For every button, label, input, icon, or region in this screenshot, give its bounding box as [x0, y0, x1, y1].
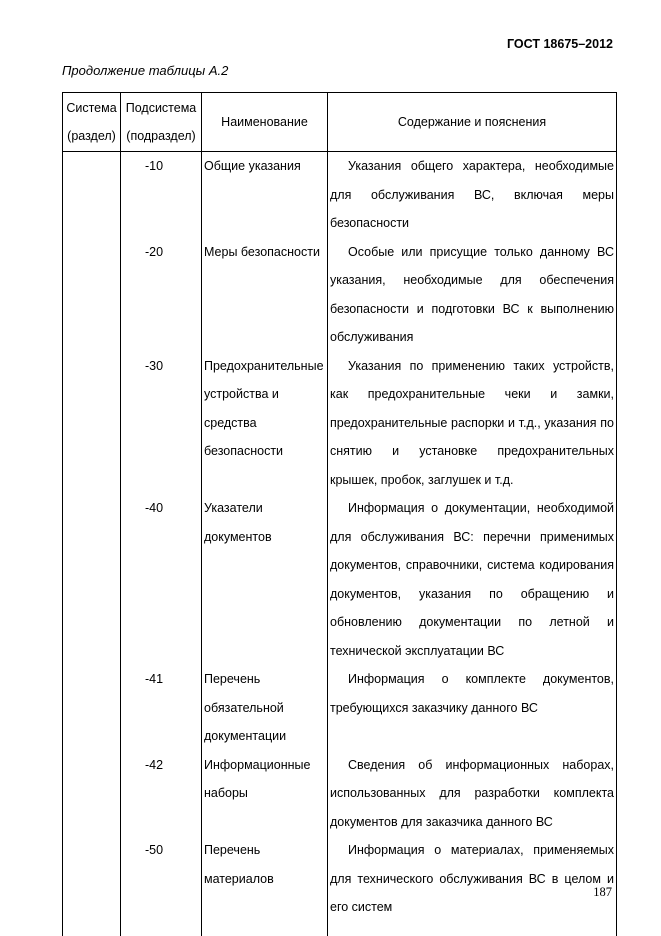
header-subsystem: [121, 93, 202, 152]
cell-name: Перечень материалов: [202, 836, 328, 936]
table-header-row: [63, 93, 617, 152]
header-name: Наименование: [202, 93, 328, 152]
header-system: [63, 93, 121, 152]
cell-description: [328, 152, 617, 238]
header-subsystem-line1: Подсистема: [125, 100, 197, 115]
description-text: Особые или присущие только данному ВС указания, необходимые для обеспечения безопасности и подготовки ВС к выполнению обслуживания: [330, 244, 614, 344]
cell-system: [63, 751, 121, 837]
table-row: [63, 665, 617, 751]
table-row: [63, 751, 617, 837]
table-row: [63, 352, 617, 495]
header-subsystem-line2: (подраздел): [126, 129, 196, 143]
cell-name: Перечень обязательной документации: [202, 665, 328, 751]
cell-name: Указатели документов: [202, 494, 328, 665]
table-row: [63, 836, 617, 936]
cell-name: Общие указания: [202, 152, 328, 238]
cell-description: [328, 665, 617, 751]
description-text: Указания общего характера, необходимые для обслуживания ВС, включая меры безопасности: [330, 159, 614, 230]
cell-name: Информационные наборы: [202, 751, 328, 837]
page-number: 187: [593, 885, 612, 899]
table-row: [63, 238, 617, 352]
cell-system: [63, 665, 121, 751]
table-row: [63, 494, 617, 665]
cell-description: [328, 836, 617, 936]
standard-number: ГОСТ 18675–2012: [507, 37, 613, 51]
table-body: [63, 152, 617, 936]
cell-description: [328, 238, 617, 352]
description-text: Информация о документации, необходимой для обслуживания ВС: перечни применимых документов, справочники, система кодирования документов, указания по обращению и обновлению документации по летной и технической эксплуатации ВС: [330, 501, 614, 658]
cell-description: [328, 751, 617, 837]
specification-table: [62, 92, 617, 936]
cell-description: [328, 352, 617, 495]
table-caption: Продолжение таблицы А.2: [62, 63, 229, 78]
cell-system: [63, 352, 121, 495]
header-content: Содержание и пояснения: [328, 93, 617, 152]
cell-subsystem: -20: [121, 238, 202, 352]
cell-name: Предохранительные устройства и средства безопасности: [202, 352, 328, 495]
cell-subsystem: -50: [121, 836, 202, 936]
cell-subsystem: -40: [121, 494, 202, 665]
description-text: Сведения об информационных наборах, использованных для разработки комплекта документов для заказчика данного ВС: [330, 757, 614, 829]
cell-subsystem: -30: [121, 352, 202, 495]
header-system-line1: Система: [66, 100, 117, 115]
cell-name: Меры безопасности: [202, 238, 328, 352]
cell-subsystem: -10: [121, 152, 202, 238]
cell-subsystem: -42: [121, 751, 202, 837]
description-text: Указания по применению таких устройств, как предохранительные чеки и замки, предохранительные распорки и т.д., указания по снятию и установке предохранительных крышек, пробок, заглушек и т.д.: [330, 358, 614, 487]
cell-subsystem: -41: [121, 665, 202, 751]
cell-description: [328, 494, 617, 665]
table-row: [63, 152, 617, 238]
cell-system: [63, 152, 121, 238]
header-system-line2: (раздел): [67, 129, 116, 143]
cell-system: [63, 238, 121, 352]
cell-system: [63, 836, 121, 936]
description-text: Информация о комплекте документов, требующихся заказчику данного ВС: [330, 672, 614, 715]
description-text: Информация о материалах, применяемых для технического обслуживания ВС в целом и его систем: [330, 843, 614, 914]
cell-system: [63, 494, 121, 665]
